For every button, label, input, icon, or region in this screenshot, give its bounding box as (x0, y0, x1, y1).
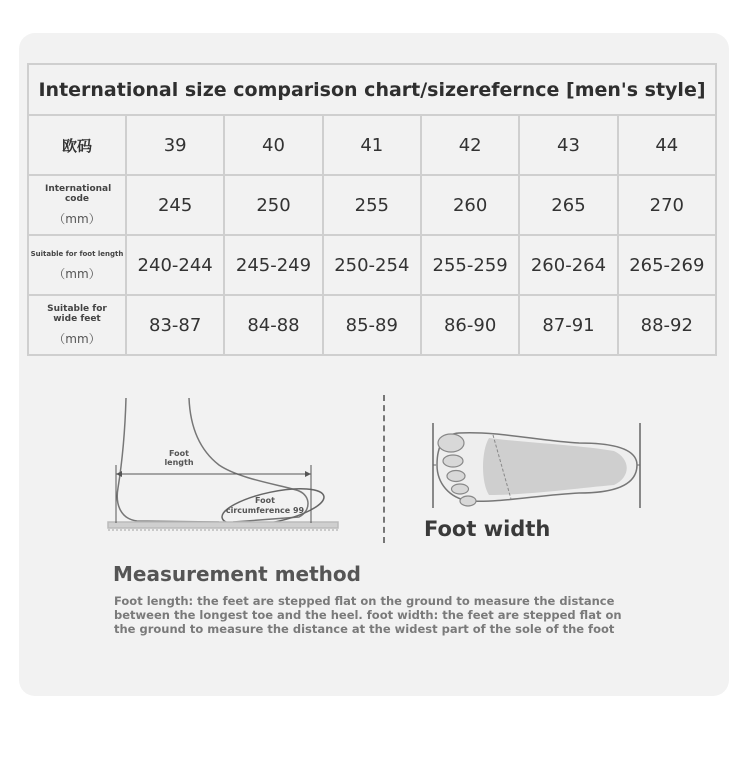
table-cell: 88-92 (618, 295, 716, 355)
foot-circumference-figure-label: Foot circumference 99 (225, 496, 305, 515)
foot-length-unit: （mm） (53, 266, 101, 281)
table-cell: 255 (323, 175, 421, 235)
size-43: 43 (519, 115, 617, 175)
table-cell: 84-88 (224, 295, 322, 355)
table-cell: 86-90 (421, 295, 519, 355)
table-cell: 245-249 (224, 235, 322, 295)
table-cell: 83-87 (126, 295, 224, 355)
foot-top-view-illustration (433, 423, 640, 508)
table-cell: 255-259 (421, 235, 519, 295)
foot-length-figure-label: Foot length (164, 449, 194, 467)
size-41: 41 (323, 115, 421, 175)
foot-length-row-label: Suitable for foot length (30, 249, 124, 258)
table-cell: 85-89 (323, 295, 421, 355)
table-title: International size comparison chart/sizerefernce [men's style] (28, 64, 716, 115)
size-44: 44 (618, 115, 716, 175)
wide-feet-unit: （mm） (53, 331, 101, 346)
size-42: 42 (421, 115, 519, 175)
table-cell: 260 (421, 175, 519, 235)
table-cell: 240-244 (126, 235, 224, 295)
table-cell: 245 (126, 175, 224, 235)
table-cell: 265-269 (618, 235, 716, 295)
foot-width-label: Foot width (424, 517, 551, 541)
size-chart-card (19, 33, 729, 696)
international-code-label: International code (45, 183, 112, 204)
size-40: 40 (224, 115, 322, 175)
wide-feet-label: Suitable for wide feet (47, 303, 107, 324)
table-cell: 87-91 (519, 295, 617, 355)
table-cell: 260-264 (519, 235, 617, 295)
international-code-unit: （mm） (53, 211, 101, 226)
eu-size-label: 欧码 (28, 115, 126, 175)
table-cell: 250 (224, 175, 322, 235)
size-39: 39 (126, 115, 224, 175)
table-cell: 250-254 (323, 235, 421, 295)
figure-divider (383, 395, 385, 543)
table-cell: 265 (519, 175, 617, 235)
table-cell: 270 (618, 175, 716, 235)
measurement-method-title: Measurement method (113, 562, 361, 586)
measurement-method-text: Foot length: the feet are stepped flat on the ground to measure the distance between the longest toe and the heel. foot width: the feet are stepped flat on the ground to measure the distance at the widest part of the sole of the foot (114, 594, 622, 636)
